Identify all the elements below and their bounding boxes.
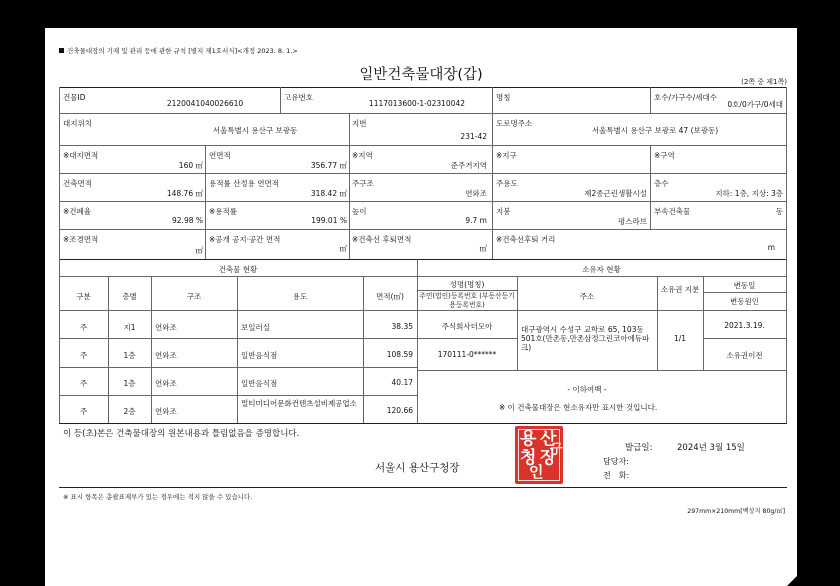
row1-floor: 지1 <box>123 323 136 332</box>
owner-name: 주식회사더모아 <box>441 322 493 331</box>
road-address-value: 서울특별시 용산구 보광로 47 (보광동) <box>591 126 719 135</box>
bcr-value: 92.98 % <box>172 216 203 225</box>
annex-label: 부속건축물 <box>654 207 691 216</box>
setback-area-value: ㎡ <box>479 244 487 253</box>
document-title: 일반건축물대장(갑) <box>359 67 483 83</box>
floors-label: 층수 <box>654 179 669 188</box>
height-value: 9.7 m <box>465 216 487 225</box>
land-area-value: 160 ㎡ <box>178 161 203 170</box>
col-address: 주소 <box>579 292 595 301</box>
col-change-reason: 변동원인 <box>730 297 759 306</box>
row2-use: 일반음식점 <box>241 351 278 360</box>
setback-distance-label: ※건축선후퇴 거리 <box>496 235 556 244</box>
col-share: 소유권 지분 <box>660 285 700 294</box>
regulation-header: 건축물대장의 기재 및 관리 등에 관한 규칙 [별지 제1호서식]<개정 2023. 8. 1.> <box>59 46 298 55</box>
far-area-label: 용적률 산정용 연면적 <box>209 179 279 188</box>
issue-date-value: 2024년 3월 15일 <box>677 443 745 453</box>
document-page <box>45 28 797 586</box>
height-label: 높이 <box>352 207 367 216</box>
public-space-value: ㎡ <box>339 244 347 253</box>
certify-statement: 이 등(초)본은 건축물대장의 원본내용과 틀림없음을 증명합니다. <box>63 429 300 439</box>
bullet-square-icon <box>59 48 64 53</box>
col-reg-no: 주민(법인)등록번호 (부동산등기용등록번호) <box>419 292 515 309</box>
main-structure-label: 주구조 <box>352 179 374 188</box>
main-use-value: 제2종근린생활시설 <box>584 189 647 198</box>
lot-value: 231-42 <box>460 132 487 141</box>
col-structure: 구조 <box>186 292 202 301</box>
col-use: 용도 <box>292 292 308 301</box>
location-label: 대지위치 <box>63 119 92 128</box>
unique-no-label: 고유번호 <box>284 93 313 102</box>
owner-change-date: 2021.3.19. <box>724 321 765 330</box>
owner-change-reason: 소유권이전 <box>726 351 763 360</box>
row3-floor: 1층 <box>123 379 136 388</box>
row2-structure: 연와조 <box>155 351 177 360</box>
col-floor: 층별 <box>122 292 137 301</box>
owner-address: 대구광역시 수성구 교학로 65, 103동 501호(만촌동,만촌삼정그린코아에듀파크) <box>521 325 650 352</box>
row2-area: 108.59 <box>386 350 413 359</box>
officer-label: 담당자: <box>603 457 629 466</box>
row1-area: 38.35 <box>391 322 413 331</box>
roof-label: 지붕 <box>496 207 511 216</box>
floors-value: 지하: 1층, 지상: 3층 <box>715 189 783 198</box>
unique-no-value: 1117013600-1-02310042 <box>368 99 465 108</box>
paper-spec: 297mm×210mm[백상지 80g/㎡] <box>687 508 785 515</box>
row4-area: 120.66 <box>386 406 413 415</box>
row2-floor: 1층 <box>123 351 136 360</box>
owner-status-title: 소유자 현황 <box>582 265 621 274</box>
lot-label: 지번 <box>352 119 367 128</box>
row1-structure: 연와조 <box>155 323 177 332</box>
building-status-title: 건축물 현황 <box>218 265 258 274</box>
col-division: 구분 <box>76 292 91 301</box>
row2-division: 주 <box>79 351 88 360</box>
row1-division: 주 <box>79 323 88 332</box>
row4-floor: 2층 <box>123 407 136 416</box>
annex-value: 동 <box>775 207 783 216</box>
building-area-label: 건축면적 <box>63 179 92 188</box>
col-area: 면적(㎡) <box>376 292 404 301</box>
zone-value: 준주거지역 <box>450 161 487 170</box>
col-owner-name: 성명(명칭) <box>449 280 485 289</box>
row4-use: 멀티미디어문화컨텐츠설비제공업소 <box>241 399 357 408</box>
row4-structure: 연와조 <box>155 407 177 416</box>
units-label: 호수/가구수/세대수 <box>654 93 718 102</box>
location-value: 서울특별시 용산구 보광동 <box>212 126 298 135</box>
row4-division: 주 <box>79 407 88 416</box>
far-area-value: 318.42 ㎡ <box>310 189 347 198</box>
col-change-date: 변동일 <box>733 281 756 290</box>
owner-share: 1/1 <box>673 334 687 343</box>
area-zone-label: ※구역 <box>654 151 675 160</box>
far-label: ※용적률 <box>209 207 238 216</box>
building-id-label: 건물ID <box>63 93 86 102</box>
issue-date-label: 발급일: <box>625 443 653 453</box>
district-label: ※지구 <box>496 151 517 160</box>
bcr-label: ※건폐율 <box>63 207 92 216</box>
building-area-value: 148.76 ㎡ <box>166 189 203 198</box>
landscape-label: ※조경면적 <box>63 235 99 244</box>
owner-note: ※ 이 건축물대장은 현소유자만 표시한 것입니다. <box>499 403 658 412</box>
official-seal: 용 산 구 청 장 인 <box>515 426 563 484</box>
phone-label: 전 화: <box>603 471 630 480</box>
main-structure-value: 연와조 <box>465 189 487 198</box>
zone-label: ※지역 <box>352 151 373 160</box>
footer-note: ※ 표시 항목은 총괄표제부가 있는 경우에는 적지 않을 수 있습니다. <box>63 493 253 501</box>
road-address-label: 도로명주소 <box>496 119 533 128</box>
far-value: 199.01 % <box>311 216 347 225</box>
issuer-name: 서울시 용산구청장 <box>375 462 460 474</box>
setback-area-label: ※건축선 후퇴면적 <box>352 235 412 244</box>
building-id-value: 2120041040026610 <box>166 99 244 108</box>
land-area-label: ※대지면적 <box>63 151 99 160</box>
row1-use: 보일러실 <box>241 323 270 332</box>
main-use-label: 주용도 <box>496 179 518 188</box>
owner-reg-no: 170111-0****** <box>437 350 497 359</box>
row3-area: 40.17 <box>391 378 413 387</box>
public-space-label: ※공개 공지·공간 면적 <box>209 235 281 244</box>
roof-value: 평스라브 <box>618 217 647 226</box>
name-label: 명칭 <box>496 93 511 102</box>
row3-structure: 연와조 <box>155 379 177 388</box>
page-indicator: (2쪽 중 제1쪽) <box>741 78 787 86</box>
units-value: 0호/0가구/0세대 <box>727 100 783 109</box>
floor-area-label: 연면적 <box>209 151 231 160</box>
row3-division: 주 <box>79 379 88 388</box>
setback-distance-value: m <box>767 243 775 252</box>
floor-area-value: 356.77 ㎡ <box>310 161 347 170</box>
landscape-value: ㎡ <box>195 246 203 255</box>
blank-marker: - 이하여백 - <box>567 385 607 394</box>
page-corner <box>787 576 797 586</box>
row3-use: 일반음식점 <box>241 379 278 388</box>
